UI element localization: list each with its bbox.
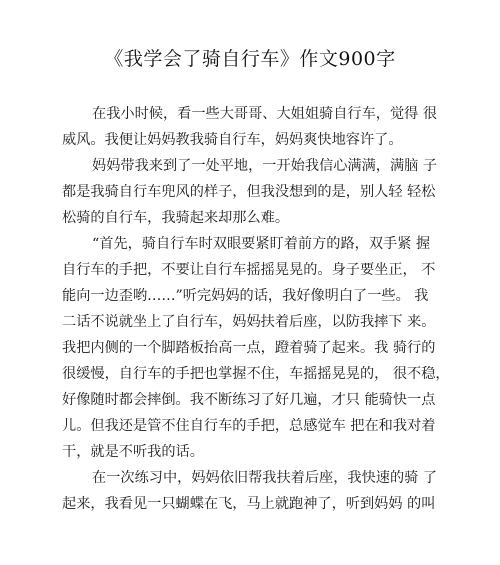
text-line: 威风。我便让妈妈教我骑自行车，妈妈爽快地容许了。	[62, 132, 403, 148]
text-line: 自行车的手把，不要让自行车摇摇晃晃的。身子要坐正， 不	[62, 262, 436, 278]
text-line: 在一次练习中，妈妈依旧帮我扶着后座，我快速的骑 了	[92, 470, 438, 486]
text-line: 起来，我看见一只蝴蝶在飞，马上就跑神了，听到妈妈 的叫	[62, 496, 436, 512]
text-line: 二话不说就坐上了自行车，妈妈扶着后座，以防我摔下 来。	[62, 314, 436, 330]
text-line: 我把内侧的一个脚踏板抬高一点，蹬着骑了起来。我 骑行的	[62, 340, 436, 356]
text-line: 干，就是不听我的话。	[62, 444, 204, 460]
document-body	[62, 101, 452, 517]
text-line: 在我小时候，看一些大哥哥、大姐姐骑自行车，觉得 很	[92, 106, 438, 122]
text-line: 松骑的自行车，我骑起来却那么难。	[62, 210, 290, 226]
text-line: 儿。但我还是管不住自行车的手把，总感觉车 把在和我对着	[62, 418, 436, 434]
text-line: 很缓慢，自行车的手把也掌握不住，车摇摇晃晃的， 很不稳，	[62, 366, 450, 382]
text-line: “首先，骑自行车时双眼要紧盯着前方的路，双手紧 握	[92, 236, 431, 252]
text-line: 能向一边歪哟……”听完妈妈的话，我好像明白了一些。 我	[62, 288, 429, 304]
text-line: 好像随时都会摔倒。我不断练习了好几遍，才只 能骑快一点	[62, 392, 436, 408]
document-title: 《我学会了骑自行车》作文900字	[104, 48, 396, 70]
text-line: 都是我骑自行车兜风的样子，但我没想到的是，别人轻 轻松	[62, 184, 436, 200]
text-line: 妈妈带我来到了一处平地，一开始我信心满满，满脑 子	[92, 158, 438, 174]
